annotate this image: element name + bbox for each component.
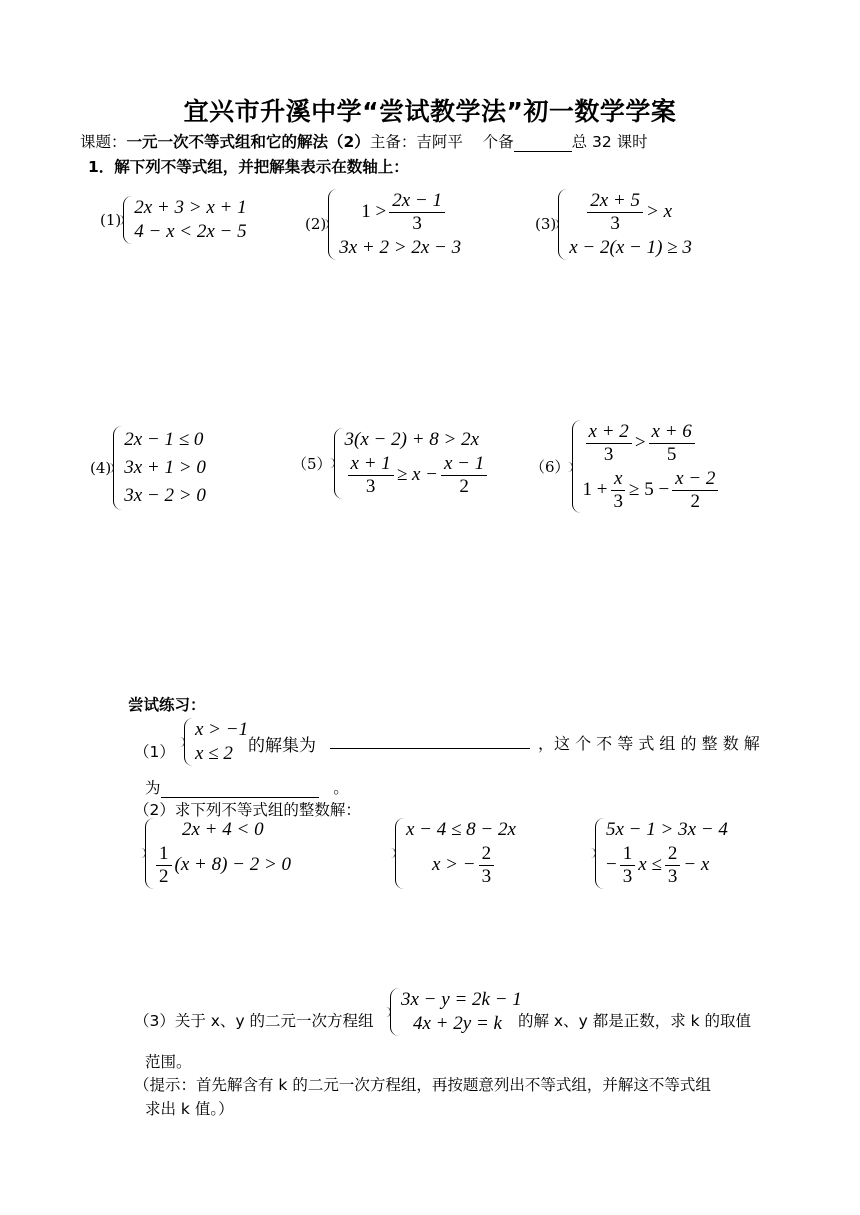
- total-hours: 总 32 课时: [571, 133, 648, 151]
- brace-icon: [328, 189, 337, 260]
- solution-set-blank[interactable]: [330, 728, 530, 749]
- hint-line-1: （提示：首先解含有 k 的二元一次方程组，再按题意列出不等式组，并解这不等式组: [134, 1076, 711, 1094]
- individual-label: 个备: [482, 133, 514, 151]
- individual-blank[interactable]: [514, 135, 572, 152]
- brace-icon: [572, 420, 581, 513]
- hint-line-2: 求出 k 值。）: [145, 1100, 234, 1118]
- brace-icon: [395, 818, 404, 889]
- problem-5-row-1: 3(x − 2) + 8 > 2x: [344, 429, 480, 450]
- problem-5: [292, 428, 490, 499]
- problem-1-row-1: 2x + 3 > x + 1: [134, 197, 247, 218]
- problem-1: [100, 196, 247, 244]
- practice-q2b-row-2: x > − $\frac{2}{3}$: [432, 842, 516, 889]
- problem-5-row-2: $\frac{x + 1}{3}$ ≥ x − $\frac{x - 1}{2}$: [345, 452, 491, 499]
- fraction: $\frac{2}{3}$: [665, 843, 681, 888]
- fraction: $\frac{2}{3}$: [479, 843, 495, 888]
- problem-1-row-2: 4 − x < 2x − 5: [134, 221, 247, 242]
- problem-4-label: (4): [90, 459, 112, 477]
- fraction: $\frac{1}{3}$: [620, 843, 636, 888]
- practice-q2-system-c: [595, 818, 728, 889]
- practice-q2-system-a: [145, 818, 291, 889]
- problem-2-row-1: 1 > $\frac{2x - 1}{3}$: [339, 189, 461, 236]
- practice-q1-line2: 为 。: [145, 779, 349, 797]
- problem-3-label: (3): [535, 215, 557, 234]
- lesson-topic: 一元一次不等式组和它的解法（2）: [126, 133, 370, 151]
- practice-q3-text-b: 的解 x、y 都是正数，求 k 的取值: [518, 1012, 752, 1030]
- fraction: $\frac{x - 1}{2}$: [441, 453, 487, 498]
- practice-q3-row-2: 4x + 2y = k: [413, 1013, 502, 1034]
- brace-icon: [334, 428, 343, 499]
- problem-5-label: （5）: [292, 454, 332, 473]
- problem-2: [305, 189, 461, 260]
- practice-q2c-row-2: − $\frac{1}{3}$ x ≤ $\frac{2}{3}$ − x: [606, 843, 710, 887]
- problem-1-label: (1): [100, 211, 122, 229]
- problem-4-row-3: 3x − 2 > 0: [124, 485, 206, 506]
- fraction: $\frac{x + 1}{3}$: [348, 453, 394, 498]
- section1-number: 1．: [88, 158, 115, 176]
- lead-teacher: 吉阿平: [416, 133, 463, 151]
- practice-q1-text-a: 的解集为: [248, 736, 316, 756]
- problem-3-row-2: x − 2(x − 1) ≥ 3: [569, 236, 692, 258]
- problem-4-row-2: 3x + 1 > 0: [124, 457, 206, 478]
- problem-4-row-1: 2x − 1 ≤ 0: [124, 429, 204, 450]
- practice-q3-row-1: 3x − y = 2k − 1: [401, 989, 522, 1010]
- practice-q1-row-2: x ≤ 2: [195, 743, 233, 764]
- subject-prefix: 课题：: [80, 133, 127, 151]
- section1-instruction: [88, 155, 409, 177]
- practice-q2b-row-1: x − 4 ≤ 8 − 2x: [406, 819, 516, 840]
- practice-q2a-row-1: 2x + 4 < 0: [182, 819, 264, 840]
- practice-q2-label: （2）求下列不等式组的整数解：: [134, 801, 361, 819]
- practice-q1-text-b: ，这 个 不 等 式 组 的 整 数 解: [538, 734, 760, 753]
- practice-q2a-row-2: $\frac{1}{2}$ (x + 8) − 2 > 0: [156, 842, 291, 889]
- brace-icon: [145, 818, 154, 889]
- brace-icon: [113, 426, 122, 510]
- brace-icon: [184, 718, 193, 766]
- brace-icon: [558, 189, 567, 260]
- brace-icon: [595, 818, 604, 889]
- practice-q1-row-1: x > −1: [195, 719, 249, 740]
- fraction: $\frac{x + 2}{3}$: [586, 421, 632, 466]
- brace-icon: [390, 988, 399, 1036]
- practice-q3-system: [390, 988, 522, 1036]
- problem-2-row-2: 3x + 2 > 2x − 3: [339, 236, 462, 258]
- problem-6-row-1: $\frac{x + 2}{3}$ > $\frac{x + 6}{5}$: [583, 420, 722, 467]
- fraction: $\frac{1}{2}$: [156, 843, 172, 888]
- practice-q3-text-c: 范围。: [145, 1053, 192, 1071]
- problem-3-row-1: $\frac{2x + 5}{3}$ > x: [569, 189, 692, 236]
- problem-6-row-2: 1 + $\frac{x}{3}$ ≥ 5 − $\frac{x - 2}{2}$: [583, 467, 722, 514]
- section1-text: 解下列不等式组，并把解集表示在数轴上：: [114, 158, 409, 176]
- practice-q2c-row-1: 5x − 1 > 3x − 4: [606, 819, 728, 840]
- fraction: $\frac{2x + 5}{3}$: [587, 190, 643, 235]
- fraction: $\frac{x}{3}$: [611, 468, 627, 513]
- integer-solutions-blank[interactable]: [161, 781, 319, 798]
- fraction: $\frac{x + 6}{5}$: [649, 421, 695, 466]
- practice-q3-text-a: （3）关于 x、y 的二元一次方程组: [134, 1012, 374, 1030]
- practice-q1-system: [184, 718, 248, 766]
- practice-heading: 尝试练习：: [128, 696, 206, 714]
- problem-2-label: (2): [305, 215, 327, 234]
- brace-icon: [123, 196, 132, 244]
- problem-3: [535, 189, 692, 260]
- header-line: [80, 130, 648, 152]
- page-title: 宜兴市升溪中学“尝试教学法”初一数学学案: [183, 97, 677, 126]
- lead-prefix: 主备：: [369, 133, 417, 151]
- practice-q1-label: （1）: [134, 743, 175, 761]
- problem-4: [90, 426, 206, 510]
- problem-6-label: （6）: [530, 458, 570, 477]
- problem-6: [530, 420, 721, 513]
- fraction: $\frac{2x - 1}{3}$: [389, 190, 445, 235]
- practice-q2-system-b: [395, 818, 516, 889]
- fraction: $\frac{x - 2}{2}$: [672, 468, 718, 513]
